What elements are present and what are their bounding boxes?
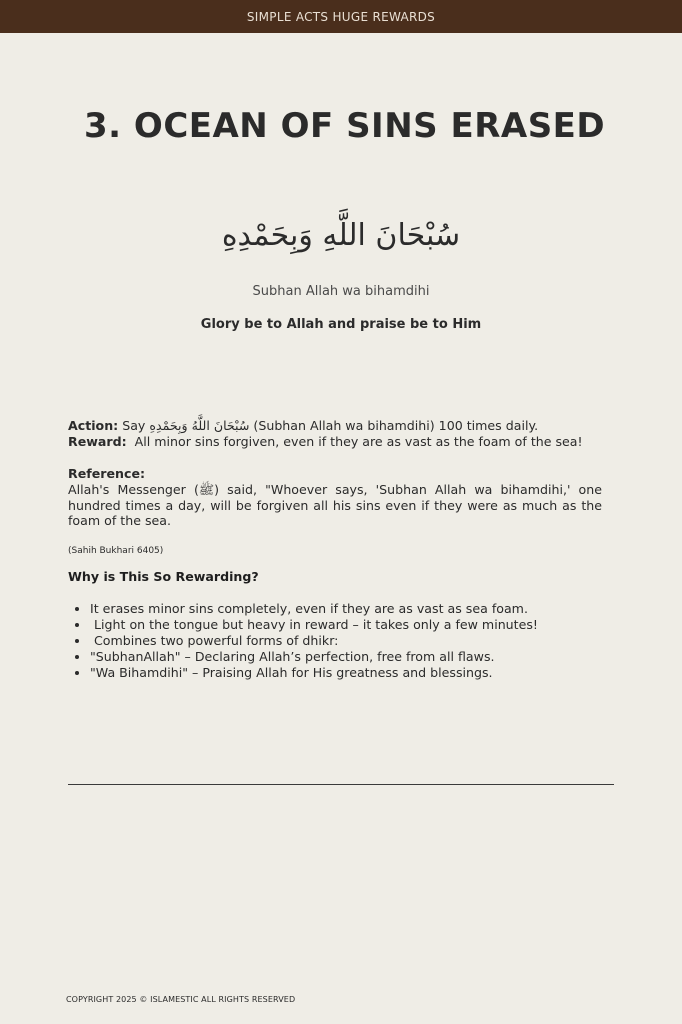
list-item: • "Wa Bihamdihi" – Praising Allah for His greatness and blessings. [90,665,602,681]
reward-text: All minor sins forgiven, even if they are as vast as the foam of the sea! [126,433,583,449]
list-item: • It erases minor sins completely, even if they are as vast as sea foam. [90,601,602,617]
why-heading: Why is This So Rewarding? [68,569,259,584]
action-arabic: سُبْحَانَ اللَّهُ وَبِحَمْدِهِ [149,418,250,433]
page-title: 3. OCEAN OF SINS ERASED [84,106,606,146]
dhikr-meaning: Glory be to Allah and praise be to Him [200,317,482,332]
banner-text: SIMPLE ACTS HUGE REWARDS [246,9,436,24]
reward-label: Reward: [68,433,127,449]
why-list [68,601,602,681]
divider [68,784,614,785]
list-item: • Combines two powerful forms of dhikr: [90,633,602,649]
dhikr-transliteration: Subhan Allah wa bihamdihi [252,284,430,299]
action-reward-block [68,418,602,449]
reference-citation: (Sahih Bukhari 6405) [68,546,164,556]
reference-label: Reference: [68,466,146,481]
reward-line [68,434,602,450]
action-line [68,418,602,434]
action-text-before: Say [118,418,150,433]
dhikr-arabic: سُبْحَانَ اللَّهِ وَبِحَمْدِهِ [221,218,461,253]
copyright-notice: COPYRIGHT 2025 © ISLAMESTIC ALL RIGHTS RESERVED [66,995,296,1004]
list-item: • "SubhanAllah" – Declaring Allah’s perfection, free from all flaws. [90,649,602,665]
action-text-after: (Subhan Allah wa bihamdihi) 100 times daily. [249,418,539,433]
list-item: • Light on the tongue but heavy in reward – it takes only a few minutes! [90,617,602,633]
reference-text: Allah's Messenger (ﷺ) said, "Whoever says, 'Subhan Allah wa bihamdihi,' one hundred times a day, will be forgiven all his sins even if they were as much as the foam of the sea. [68,482,602,528]
header-banner [0,0,682,33]
action-label: Action: [68,418,119,433]
